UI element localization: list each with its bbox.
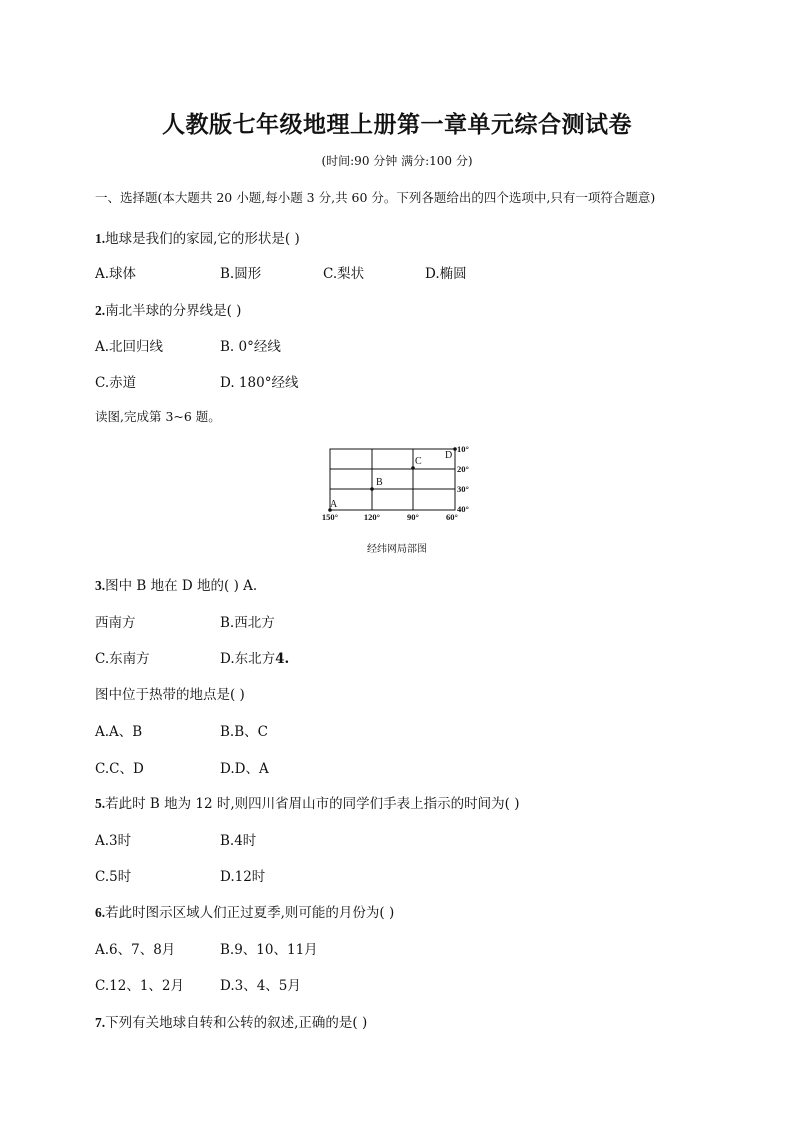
point-b-dot [370,487,374,491]
q2-option-c: C.赤道 [95,375,137,391]
question-stem: 南北半球的分界线是( ) [105,303,242,319]
point-a-label: A [330,499,338,510]
lon-label-150: 150° [321,512,339,522]
question-7 [95,1011,367,1031]
question-number: 1. [95,231,106,246]
question-stem: 下列有关地球自转和公转的叙述,正确的是( ) [105,1015,368,1031]
question-stem: 图中 B 地在 D 地的( ) A. [105,578,258,594]
exam-time-score: (时间:90 分钟 满分:100 分) [321,154,473,168]
q1-option-c: C.梨状 [323,266,365,282]
q6-option-a: A.6、7、8月 [95,942,176,958]
lat-label-40: 40° [457,504,469,514]
q6-option-b: B.9、10、11月 [220,942,318,958]
grid-frame [330,449,455,510]
q1-option-a: A.球体 [95,266,137,282]
lat-label-20: 20° [457,464,469,474]
read-figure-prompt: 读图,完成第 3~6 题。 [95,409,221,424]
question-2 [95,299,241,319]
q4-option-c: C.C、D [95,761,144,777]
question-number: 4. [275,651,290,667]
point-d-label: D [445,450,453,461]
lon-label-60: 60° [446,512,458,522]
point-c-label: C [415,456,422,467]
q3-option-c: C.东南方 [95,651,150,667]
question-5 [95,792,520,812]
q4-option-a: A.A、B [95,724,143,740]
q4-option-b: B.B、C [220,724,268,740]
q5-option-a: A.3时 [95,833,132,849]
question-1 [95,227,300,247]
page-title: 人教版七年级地理上册第一章单元综合测试卷 [162,111,632,138]
q5-option-b: B.4时 [220,833,257,849]
q3-option-d: D.东北方 [220,651,276,667]
q5-option-d: D.12时 [220,869,266,885]
q2-option-d: D. 180°经线 [220,375,299,391]
question-3 [95,574,257,594]
point-b-label: B [376,477,383,488]
question-6 [95,901,394,921]
figure-caption: 经纬网局部图 [367,544,427,555]
lat-long-grid-figure [318,440,478,525]
question-number: 5. [95,796,106,811]
q4-option-d: D.D、A [220,761,269,777]
question-stem: 若此时图示区域人们正过夏季,则可能的月份为( ) [105,905,395,921]
lon-label-120: 120° [363,512,381,522]
q2-option-a: A.北回归线 [95,339,164,355]
question-stem: 地球是我们的家园,它的形状是( ) [105,231,300,247]
section-heading: 一、选择题(本大题共 20 小题,每小题 3 分,共 60 分。下列各题给出的四个选项中,只有一项符合题意) [95,190,656,205]
lon-label-90: 90° [407,512,419,522]
question-4-stem: 图中位于热带的地点是( ) [95,687,245,703]
q5-option-c: C.5时 [95,869,132,885]
lat-label-30: 30° [457,484,469,494]
question-number: 7. [95,1015,106,1030]
q2-option-b: B. 0°经线 [220,339,281,355]
q6-option-c: C.12、1、2月 [95,978,184,994]
question-stem: 若此时 B 地为 12 时,则四川省眉山市的同学们手表上指示的时间为( ) [105,796,520,812]
q3-option-d-line [220,647,289,667]
q6-option-d: D.3、4、5月 [220,978,301,994]
q3-option-b: B.西北方 [220,615,275,631]
q1-option-b: B.圆形 [220,266,262,282]
question-number: 6. [95,905,106,920]
q1-option-d: D.椭圆 [425,266,467,282]
question-number: 2. [95,303,106,318]
lat-label-10: 10° [457,444,469,454]
q3-option-a: 西南方 [95,615,136,631]
question-number: 3. [95,578,106,593]
